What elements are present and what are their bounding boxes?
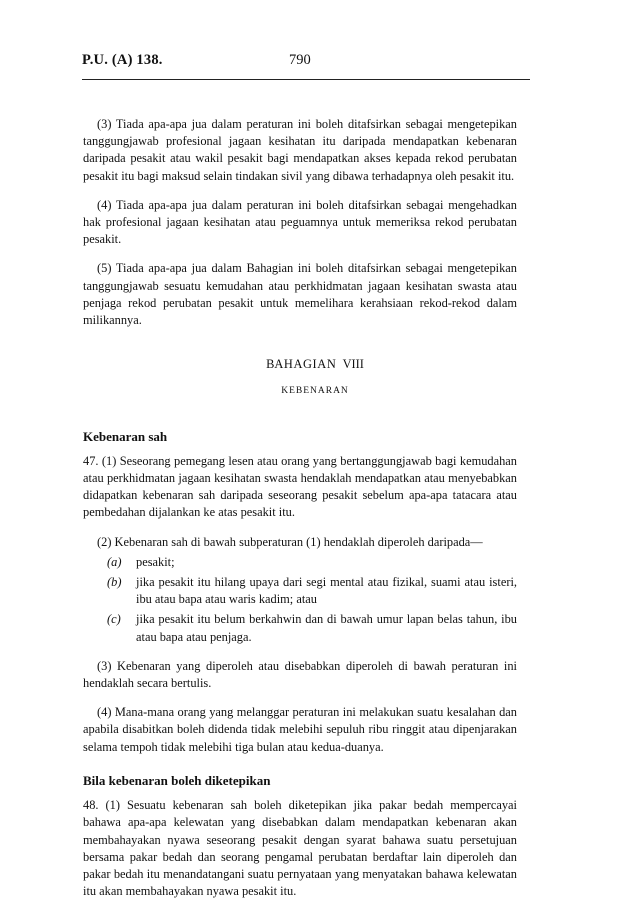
list-item-text: pesakit; <box>136 554 175 569</box>
list-item-label: (a) <box>107 554 122 569</box>
part-label-prefix: B <box>266 357 275 372</box>
list-item <box>83 574 517 608</box>
part-label-rest: AHAGIAN <box>274 357 337 372</box>
section-47-subsection-4: (4) Mana-mana orang yang melanggar peraturan ini melakukan suatu kesalahan dan apabila disabitkan boleh didenda tidak melebihi sepuluh ribu ringgit atau dipenjarakan selama tempoh tidak melebihi tiga bulan atau kedua-duanya. <box>83 705 517 754</box>
list-item-label: (b) <box>107 575 122 590</box>
part-numeral: VIII <box>342 357 364 372</box>
list-item <box>83 611 517 645</box>
part-label <box>83 356 517 373</box>
part-title: KEBENARAN <box>281 386 349 397</box>
section-48-heading: Bila kebenaran boleh diketepikan <box>83 772 271 788</box>
document-body <box>83 116 517 900</box>
list-item-text: jika pesakit itu belum berkahwin dan di bawah umur lapan belas tahun, ibu atau bapa atau penjaga. <box>136 612 517 644</box>
list-item-text: jika pesakit itu hilang upaya dari segi mental atau fizikal, suami atau isteri, ibu atau bapa atau waris kadim; atau <box>136 575 517 607</box>
gazette-reference: P.U. (A) 138. <box>82 52 163 68</box>
section-47-subsection-1: 47. (1) Seseorang pemegang lesen atau orang yang bertanggungjawab bagi kemudahan atau perkhidmatan jagaan kesihatan swasta hendaklah mendapatkan atau menyebabkan didapatkan kebenaran sah daripada seseorang pesakit sebelum apa-apa tatacara atau pembedahan dijalankan ke atas pesakit itu. <box>83 453 517 520</box>
list-item <box>83 554 517 571</box>
list-item-label: (c) <box>107 612 121 627</box>
section-47-subsection-3: (3) Kebenaran yang diperoleh atau disebabkan diperoleh di bawah peraturan ini hendaklah secara bertulis. <box>83 658 517 691</box>
section-47-subsection-2: (2) Kebenaran sah di bawah subperaturan (1) hendaklah diperoleh daripada— <box>97 534 483 549</box>
page-number: 790 <box>289 52 311 68</box>
section-48-subsection-1: 48. (1) Sesuatu kebenaran sah boleh diketepikan jika pakar bedah mempercayai bahawa apa-apa kelewatan yang disebabkan dalam mendapatkan kebenaran akan membahayakan nyawa seseorang pesakit dengan syarat bahawa suatu persetujuan bersama pakar bedah dan seorang pengamal perubatan berdaftar lain diperoleh dan pakar bedah itu menandatangani suatu pernyataan yang menyatakan bahawa kelewatan itu akan membahayakan nyawa pesakit itu. <box>83 798 517 899</box>
header-rule <box>82 79 530 80</box>
paragraph-3: (3) Tiada apa-apa jua dalam peraturan ini boleh ditafsirkan sebagai mengetepikan tanggungjawab profesional jagaan kesihatan itu daripada mendapatkan kebenaran daripada pesakit atau wakil pesakit bagi mendapatkan akses kepada rekod perubatan pesakit itu bagi maksud selain tindakan sivil yang dibawa terhadapnya oleh pesakit itu. <box>83 117 517 183</box>
paragraph-4: (4) Tiada apa-apa jua dalam peraturan ini boleh ditafsirkan sebagai mengehadkan hak profesional jagaan kesihatan atau peguamnya untuk memeriksa rekod perubatan pesakit. <box>83 197 517 247</box>
paragraph-5: (5) Tiada apa-apa jua dalam Bahagian ini boleh ditafsirkan sebagai mengetepikan tanggungjawab sesuatu kemudahan atau perkhidmatan jagaan kesihatan swasta atau penjaga rekod perubatan pesakit untuk memelihara kerahsiaan rekod-rekod dalam milikannya. <box>83 261 517 328</box>
section-47-heading: Kebenaran sah <box>83 428 168 444</box>
